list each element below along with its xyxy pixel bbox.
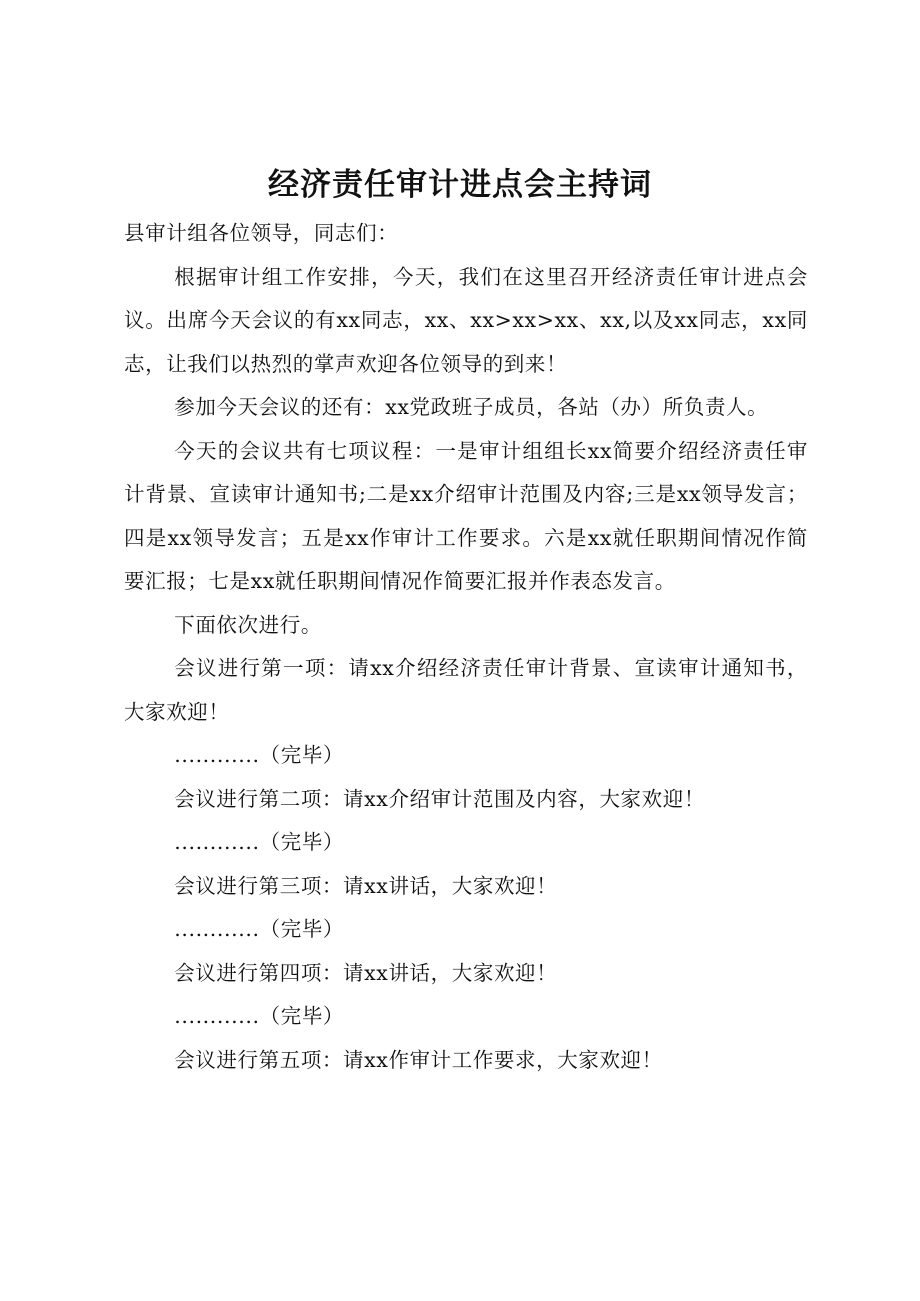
agenda-item-1-end: ............（完毕） [174, 743, 345, 767]
document-title: 经济责任审计进点会主持词 [268, 167, 652, 203]
agenda-item-5: 会议进行第五项：请xx作审计工作要求，大家欢迎！ [174, 1047, 663, 1072]
agenda-item-4: 会议进行第四项：请xx讲话，大家欢迎！ [174, 960, 558, 985]
paragraph-agenda: 今天的会议共有七项议程：一是审计组组长xx简要介绍经济责任审计背景、宣读审计通知书;二是xx介绍审计范围及内容;三是xx领导发言；四是xx领导发言；五是xx作审计工作要求。六是xx就任职期间情况作简要汇报；七是xx就任职期间情况作简要汇报并作表态发言。 [124, 438, 808, 593]
paragraph-attendees: 参加今天会议的还有：xx党政班子成员，各站（办）所负责人。 [174, 395, 769, 419]
salutation: 县审计组各位领导，同志们： [124, 221, 399, 245]
paragraph-opening: 根据审计组工作安排，今天，我们在这里召开经济责任审计进点会议。出席今天会议的有xx同志，xx、xx>xx>xx、xx,以及xx同志，xx同志，让我们以热烈的掌声欢迎各位领导的到来！ [124, 264, 808, 376]
agenda-item-1: 会议进行第一项：请xx介绍经济责任审计背景、宣读审计通知书，大家欢迎！ [124, 656, 808, 724]
agenda-item-2: 会议进行第二项：请xx介绍审计范围及内容，大家欢迎！ [174, 786, 705, 811]
document-body [124, 212, 808, 1082]
agenda-item-3: 会议进行第三项：请xx讲话，大家欢迎！ [174, 873, 558, 898]
agenda-item-4-end: ............（完毕） [174, 1004, 345, 1028]
agenda-item-3-end: ............（完毕） [174, 917, 345, 941]
paragraph-proceed: 下面依次进行。 [174, 612, 322, 637]
agenda-item-2-end: ............（完毕） [174, 830, 345, 854]
